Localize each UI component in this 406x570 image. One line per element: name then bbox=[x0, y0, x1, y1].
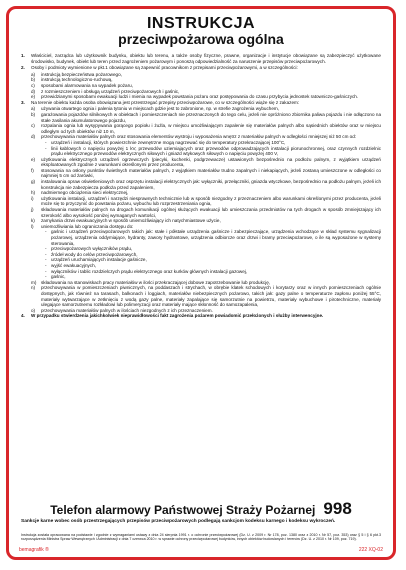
item-letter: o) bbox=[31, 307, 36, 313]
dash-item bbox=[45, 146, 381, 157]
paragraph-number: 3. bbox=[21, 99, 25, 105]
sign-title: INSTRUKCJA bbox=[146, 15, 256, 32]
item-text: instrukcją bezpieczeństwa pożarowego, bbox=[41, 71, 122, 77]
item-dash: - bbox=[45, 246, 47, 252]
item-text: użytkowania instalacji, urządzeń i narzędzi niesprawnych technicznie lub w sposób niezgodny z przeznaczeniem albo warunkami określonymi przez producenta, jeżeli może się to przyczynić do powstania pożaru, wybuchu lub rozprzestrzeniania ognia, bbox=[41, 195, 381, 207]
item-letter: n) bbox=[31, 285, 36, 291]
product-code: 222 XQ-02 bbox=[358, 547, 383, 553]
item-text: stosowania na osłony punktów świetlnych materiałów palnych, z wyjątkiem materiałów trudno zapalnych i niekapiących, jeżeli zostaną umieszczone w odległości co najmniej 5 cm od żarówki, bbox=[41, 167, 381, 179]
instruction-content bbox=[21, 53, 381, 320]
item-letter: g) bbox=[31, 179, 36, 185]
item-text: uniemożliwiania lub ograniczania dostępu do: bbox=[41, 223, 134, 229]
item-letter: b) bbox=[31, 77, 36, 83]
item-text: przewidzianymi sposobami ewakuacji ludzi i mienia na wypadek powstania pożaru oraz postępowania do czasu przybycia jednostek ratowniczo-gaśniczych. bbox=[41, 94, 359, 100]
item-letter: j) bbox=[31, 207, 34, 213]
item-letter: e) bbox=[31, 94, 36, 100]
list-item bbox=[31, 179, 381, 190]
item-text: rozpalania ognia lub wysypywania gorącego popiołu i żużla, w miejscu umożliwiającym zapalenie się materiałów palnych albo sąsiednich obiektów oraz w miejscu odległym od tych obiektów niż 10 m, bbox=[41, 123, 381, 134]
list-item bbox=[31, 168, 381, 179]
paragraph-2 bbox=[21, 65, 381, 71]
item-text: przechowywania w pomieszczeniach piwnicznych, na poddaszach i strychach, w obrębie klatek schodowych i korytarzy oraz w innych pomieszczeniach ogólnie dostępnych, jak również na tarasach, balkonach i loggiach, materiałów niebezpiecznych pożarowo, takich jak: gazy palne o temperaturze zapłonu poniżej 55°C, materiały wytwarzające w zetknięciu z wodą gazy palne, materiały zapalające się samorzutnie na powietrzu, materiały wybuchowe i pirotechniczne, materiały ulegające samorzutnemu rozkładowi lub polimeryzacji oraz materiały mające skłonność do samozapalenia, bbox=[41, 285, 381, 308]
item-letter: f) bbox=[31, 167, 34, 173]
item-text: składowania materiałów palnych na drogach komunikacji ogólnej służących ewakuacji lub umieszczania przedmiotów na tych drogach w sposób zmniejszający ich szerokość albo wysokość poniżej wymaganych wartości, bbox=[41, 207, 381, 218]
item-dash: - bbox=[45, 145, 47, 151]
paragraph-text: Osoby i podmioty wymienione w pkt.1 obowiązane są zapewnić pracownikom z przepisami przeciwpożarowymi, a w szczególności: bbox=[31, 65, 298, 71]
item-text: wyłączników i tablic rozdzielczych prądu elektrycznego oraz kurków głównych instalacji gazowej, bbox=[51, 268, 248, 274]
item-text: użytkowania elektrycznych urządzeń ogrzewczych (piecyki, kuchenki, podgrzewacze) ustawionych bezpośrednio na podłożu palnym, z wyjątkiem urządzeń eksploatowanych zgodnie z warunkami określonymi przez producenta, bbox=[41, 156, 381, 168]
item-text: instalowania opraw oświetleniowych oraz osprzętu instalacji elektrycznych jak: wyłączniki, przełączniki, gniazda wtyczkowe, bezpośrednio na podłożu palnym, jeżeli ich konstrukcja nie zabezpiecza podłoża przed zapaleniem, bbox=[41, 179, 381, 190]
item-letter: h) bbox=[31, 190, 36, 196]
item-letter: d) bbox=[31, 88, 36, 94]
emergency-phone bbox=[21, 500, 381, 517]
phone-label: Telefon alarmowy Państwowej Straży Pożarnej bbox=[50, 503, 316, 517]
legal-footnote: Instrukcja została opracowana na podstawie i zgodnie z wymaganiami ustawy z dnia 24 sierpnia 1991 r. o ochronie przeciwpożarowej (Dz. U. z 2009 r. Nr 178, poz. 1380 oraz z 2010 r. Nr 57, poz. 353) oraz § 5 i § 6 pkt.3 rozporządzenia Ministra Spraw Wewnętrznych i Administracji z dnia 7 czerwca 2010 r. w sprawie ochrony przeciwpożarowej budynków, innych obiektów budowlanych i terenów (Dz. U. z 2010 r. Nr 109, poz. 719). bbox=[21, 533, 381, 542]
instruction-sign bbox=[6, 6, 396, 560]
item-text: gaśnic, bbox=[51, 274, 66, 280]
paragraph-3 bbox=[21, 100, 381, 106]
item-letter: b) bbox=[31, 111, 36, 117]
item-text: linii kablowych o napięciu powyżej 1 kV, przewodów uziemiających oraz przewodów odprowadzających instalacji piorunochronnej, oraz czynnych rozdzielnic prądu elektrycznego przewodów elektrycznych siłowych i gniazd wtykowych siłowych o napięciu powyżej 400 V, bbox=[51, 145, 381, 157]
item-text: z rozmieszczeniem i obsługą urządzeń przeciwpożarowych i gaśnic, bbox=[41, 88, 180, 94]
item-letter: k) bbox=[31, 218, 35, 224]
item-text: przeciwpożarowych wyłączników prądu, bbox=[51, 246, 133, 252]
paragraph-number: 2. bbox=[21, 65, 25, 71]
item-dash: - bbox=[45, 274, 47, 280]
item-text: garażowania pojazdów silnikowych w obiektach i pomieszczeniach nie przeznaczonych do tego celu, jeżeli nie opróżniono zbiornika paliwa pojazdu i nie odłączono na stałe zasilania akumulatorowego pojazdu, bbox=[41, 111, 381, 123]
brand-logo: bemagrafik ® bbox=[19, 547, 49, 553]
list-item bbox=[31, 123, 381, 134]
item-letter: d) bbox=[31, 134, 36, 140]
paragraph-text: Właściciel, zarządca lub użytkownik budynku, obiektu lub terenu, a także osoby fizyczne, prawne, organizacje i instytucje obowiązane są zabezpieczyć użytkowane środowisko, budynek, obiekt lub teren przed zagrożeniem pożarowym i ponoszą odpowiedzialność za naruszenie przepisów przeciwpożarowych. bbox=[31, 53, 381, 64]
paragraph-text: Na terenie obiektu każda osoba obowiązana jest przestrzegać przepisy przeciwpożarowe, co w szczególności wiąże się z zakazem: bbox=[31, 99, 300, 105]
item-text: składowania na stanowiskach pracy materiałów w ilości przekraczającej dobowe zapotrzebowanie lub produkcję, bbox=[41, 279, 271, 285]
item-text: zamykania drzwi ewakuacyjnych w sposób uniemożliwiający ich natychmiastowe użycie, bbox=[41, 218, 221, 224]
paragraph-1 bbox=[21, 53, 381, 64]
item-letter: m) bbox=[31, 279, 37, 285]
item-letter: a) bbox=[31, 71, 36, 77]
item-letter: e) bbox=[31, 156, 36, 162]
paragraph-number: 1. bbox=[21, 53, 25, 58]
paragraph-number: 4. bbox=[21, 313, 25, 319]
item-dash: - bbox=[45, 268, 47, 274]
sign-subtitle: przeciwpożarowa ogólna bbox=[118, 31, 284, 47]
item-letter: a) bbox=[31, 106, 36, 112]
item-text: wyjść ewakuacyjnych, bbox=[51, 262, 96, 268]
item-letter: l) bbox=[31, 223, 34, 229]
list-item bbox=[31, 157, 381, 168]
list-item bbox=[31, 112, 381, 123]
item-dash: - bbox=[45, 257, 47, 263]
paragraph-text: W przypadku stwierdzenia jakichkolwiek nieprawidłowości fakt zagrożenia pożarem powiadomić przełożonych i służby interwencyjne. bbox=[31, 313, 324, 319]
item-text: gaśnic i urządzeń przeciwpożarowych takich jak: stałe i półstałe urządzenia gaśnicze i zabezpieczające, urządzenia wchodzące w skład systemu sygnalizacji pożarowej, urządzenia oddymiające, hydranty, zawory hydrantowe, urządzenia odbiorcze oraz drzwi i bramy przeciwpożarowe, o ile są wyposażone w systemy sterowania, bbox=[51, 229, 381, 246]
item-letter: i) bbox=[31, 195, 34, 201]
item-text: nadmiernego obciążenia sieci elektrycznej, bbox=[41, 190, 129, 196]
item-text: urządzeń uruchamiających instalacje gaśnicze, bbox=[51, 257, 147, 263]
item-dash: - bbox=[45, 229, 47, 235]
item-dash: - bbox=[45, 251, 47, 257]
item-text: używania otwartego ognia i palenia tytoniu w miejscach gdzie jest to zabronione, np. w strefie zagrożenia wybuchem, bbox=[41, 106, 279, 112]
list-item bbox=[31, 207, 381, 218]
phone-number: 998 bbox=[323, 499, 352, 518]
item-text: źródeł wody do celów przeciwpożarowych, bbox=[51, 251, 138, 257]
item-dash: - bbox=[45, 262, 47, 268]
list-item bbox=[31, 196, 381, 207]
list-item bbox=[31, 285, 381, 307]
item-letter: c) bbox=[31, 82, 35, 88]
item-text: urządzeń i instalacji, których powierzchnie zewnętrzne mogą nagrzewać się do temperatury przekraczającej 100°C, bbox=[51, 139, 286, 145]
item-text: przechowywania materiałów palnych w ilościach niezgodnych z ich przeznaczeniem. bbox=[41, 307, 213, 313]
item-dash: - bbox=[45, 139, 47, 145]
item-letter: c) bbox=[31, 123, 35, 129]
dash-item bbox=[45, 229, 381, 246]
item-text: sposobami alarmowania na wypadek pożaru, bbox=[41, 82, 133, 88]
item-text: instrukcją technologiczno-ruchową, bbox=[41, 77, 113, 83]
paragraph-4 bbox=[21, 313, 381, 319]
item-text: przechowywania materiałów palnych oraz stosowania elementów wystroju i wyposażenia wnętrz z materiałów palnych w odległości mniejszej niż 50 cm od: bbox=[41, 134, 357, 140]
sanction-note: Sankcje karne wobec osób przestrzegających przepisów przeciwpożarowych podlegają sankcjom kodeksu karnego i kodeksu wykroczeń. bbox=[21, 519, 336, 524]
